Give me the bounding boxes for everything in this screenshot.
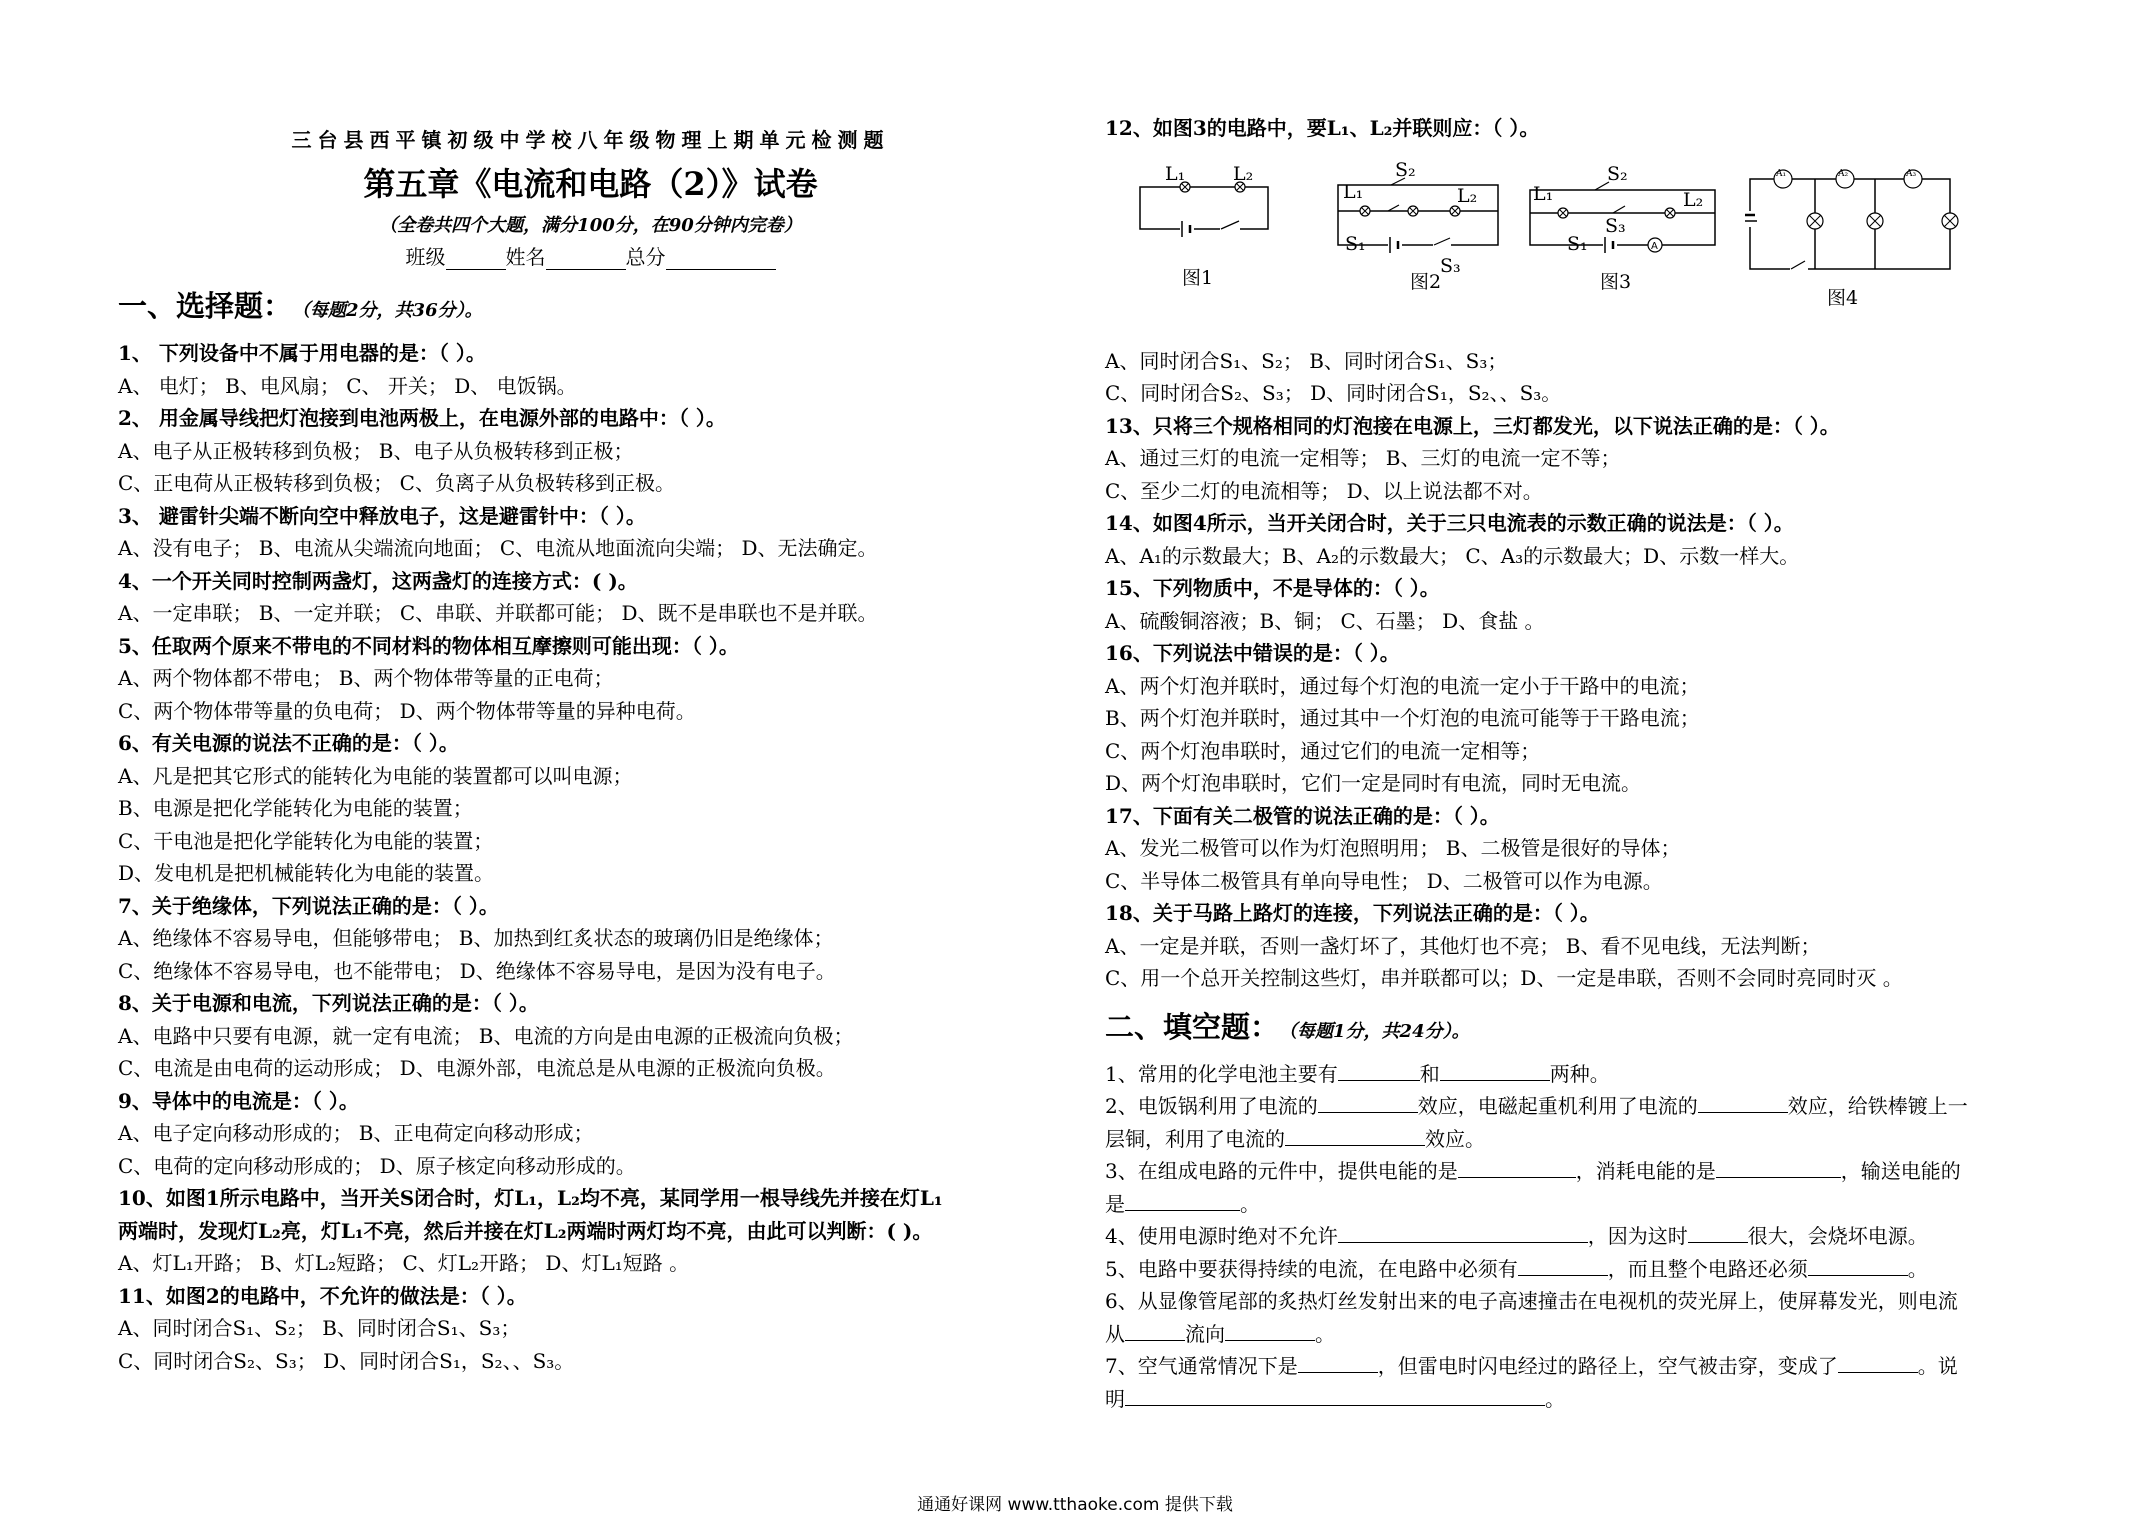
answer-options: A、同时闭合S₁、S₂； B、同时闭合S₁、S₃；: [1105, 348, 1508, 373]
fig3-label-s3: S₃: [1605, 214, 1626, 237]
fig3-label-l1: L₁: [1533, 182, 1554, 205]
fig4-label-a3: A₃: [1906, 168, 1917, 179]
fig2-label-s3: S₃: [1440, 254, 1461, 277]
answer-options: A、硫酸铜溶液；B、铜； C、石墨； D、食盐 。: [1105, 608, 1545, 633]
fig4-label-a2: A₂: [1838, 168, 1849, 179]
answer-blank[interactable]: [1688, 1220, 1748, 1243]
fig2-label-s1: S₁: [1345, 232, 1366, 255]
question-stem: 15、下列物质中，不是导体的：（ ）。: [1105, 576, 1440, 600]
fill-question-3-cont: [1105, 1188, 2055, 1221]
question-stem: 9、导体中的电流是：（ ）。: [118, 1088, 359, 1113]
answer-blank[interactable]: [1125, 1318, 1185, 1341]
fig2-label-s2: S₂: [1395, 158, 1416, 181]
circuit-figures: [1105, 145, 2055, 345]
fill-text: 3、在组成电路的元件中，提供电能的是: [1105, 1159, 1458, 1183]
name-blank[interactable]: [546, 251, 626, 270]
exam-subtitle: （全卷共四个大题，满分100分，在90分钟内完卷）: [379, 215, 802, 236]
answer-options: C、用一个总开关控制这些灯，串并联都可以；D、一定是串联，否则不会同时亮同时灭 。: [1105, 966, 1903, 990]
exam-title: 第五章《电流和电路（2）》试卷: [363, 165, 818, 203]
answer-options: A、灯L₁开路； B、灯L₂短路； C、灯L₂开路； D、灯L₁短路 。: [118, 1251, 690, 1275]
class-blank[interactable]: [446, 251, 506, 270]
fill-text: 7、空气通常情况下是: [1105, 1354, 1298, 1378]
question-stem: 18、关于马路上路灯的连接，下列说法正确的是：（ ）。: [1105, 901, 1600, 925]
answer-options: A、没有电子； B、电流从尖端流向地面； C、电流从地面流向尖端； D、无法确定。: [118, 536, 878, 560]
fill-text: 从: [1105, 1321, 1125, 1346]
answer-options: B、两个灯泡并联时，通过其中一个灯泡的电流可能等于干路电流；: [1105, 706, 1700, 730]
fill-text: 。: [1240, 1191, 1260, 1216]
question-stem: 10、如图1所示电路中，当开关S闭合时，灯L₁，L₂均不亮，某同学用一根导线先并接在灯L₁: [118, 1186, 943, 1210]
answer-blank[interactable]: [1318, 1090, 1418, 1113]
fill-question-7-cont: [1105, 1383, 2055, 1416]
section-fill-note: （每题1分，共24分）。: [1279, 1020, 1470, 1042]
answer-options: A、两个物体都不带电； B、两个物体带等量的正电荷；: [118, 666, 614, 690]
question-stem: 17、下面有关二极管的说法正确的是：（ ）。: [1105, 803, 1500, 828]
fig3-label-s1: S₁: [1567, 232, 1588, 255]
name-label: 姓名: [505, 245, 546, 269]
question-stem: 5、任取两个原来不带电的不同材料的物体相互摩擦则可能出现：（ ）。: [118, 633, 739, 658]
fill-text: ，而且整个电路还必须: [1607, 1256, 1808, 1281]
fill-text: 和: [1419, 1061, 1440, 1086]
answer-options: A、通过三灯的电流一定相等； B、三灯的电流一定不等；: [1105, 446, 1621, 470]
fill-question-5: [1105, 1253, 2055, 1286]
question-stem: 6、有关电源的说法不正确的是：（ ）。: [118, 731, 459, 755]
fill-text: 明: [1105, 1386, 1125, 1411]
fig3-caption: 图3: [1600, 270, 1632, 293]
question-stem: 2、 用金属导线把灯泡接到电池两极上，在电源外部的电路中：（ ）。: [118, 406, 726, 430]
answer-options: A、A₁的示数最大；B、A₂的示数最大； C、A₃的示数最大；D、示数一样大。: [1105, 543, 1800, 568]
fill-in-questions: [1105, 1058, 2055, 1416]
section-fill-heading: [1105, 1005, 2055, 1046]
answer-options: C、至少二灯的电流相等； D、以上说法都不对。: [1105, 478, 1543, 503]
fill-text: 效应，给铁棒镀上一: [1787, 1094, 1968, 1118]
question-stem: 14、如图4所示，当开关闭合时，关于三只电流表的示数正确的说法是：（ ）。: [1105, 511, 1794, 535]
figure-1-circuit: [1135, 162, 1275, 255]
fig2-label-l1: L₁: [1343, 180, 1364, 203]
question-stem: 4、一个开关同时控制两盏灯，这两盏灯的连接方式：( )。: [118, 568, 638, 593]
answer-options: A、两个灯泡并联时，通过每个灯泡的电流一定小于干路中的电流；: [1105, 673, 1700, 698]
fill-question-2: [1105, 1090, 2055, 1123]
student-info-line: [118, 241, 1063, 270]
fill-text: 4、使用电源时绝对不允许: [1105, 1224, 1338, 1248]
fill-text: ，消耗电能的是: [1575, 1159, 1716, 1183]
answer-blank[interactable]: [1125, 1188, 1240, 1211]
fill-question-6-cont: [1105, 1318, 2055, 1351]
question-stem: 8、关于电源和电流，下列说法正确的是：（ ）。: [118, 991, 539, 1015]
fill-text: 效应。: [1425, 1126, 1485, 1151]
fill-text: 流向: [1185, 1321, 1225, 1346]
fig3-label-s2: S₂: [1607, 162, 1628, 185]
answer-options: C、干电池是把化学能转化为电能的装置；: [118, 828, 494, 853]
fill-text: ，因为这时: [1587, 1224, 1688, 1248]
fill-text: ，输送电能的: [1840, 1159, 1961, 1183]
school-name: 三台县西平镇初级中学校八年级物理上期单元检测题: [291, 128, 890, 152]
answer-options: C、电流是由电荷的运动形成； D、电源外部，电流总是从电源的正极流向负极。: [118, 1056, 836, 1080]
question-stem: 11、如图2的电路中，不允许的做法是：（ ）。: [118, 1283, 527, 1308]
section-choice-title: 一、选择题：: [118, 289, 293, 323]
footer-source: 通通好课网 www.tthaoke.com 提供下载: [917, 1495, 1233, 1515]
answer-blank[interactable]: [1298, 1350, 1378, 1373]
fig2-caption: 图2: [1410, 270, 1442, 293]
answer-blank[interactable]: [1838, 1350, 1918, 1373]
answer-options: A、电路中只要有电源，就一定有电流； B、电流的方向是由电源的正极流向负极；: [118, 1023, 854, 1048]
question-stem: 7、关于绝缘体，下列说法正确的是：（ ）。: [118, 893, 499, 918]
class-label: 班级: [405, 245, 446, 269]
answer-options: C、正电荷从正极转移到负极； C、负离子从负极转移到正极。: [118, 471, 675, 495]
answer-blank[interactable]: [1125, 1383, 1545, 1406]
fill-text: 1、常用的化学电池主要有: [1105, 1061, 1338, 1086]
answer-options: A、绝缘体不容易导电，但能够带电； B、加热到红炙状态的玻璃仍旧是绝缘体；: [118, 926, 834, 950]
fig2-label-l2: L₂: [1457, 184, 1478, 207]
section-choice-heading: [118, 284, 1063, 325]
answer-options: A、同时闭合S₁、S₂； B、同时闭合S₁、S₃；: [118, 1316, 521, 1340]
fill-text: 很大，会烧坏电源。: [1747, 1224, 1928, 1248]
svg-text:A: A: [1651, 240, 1658, 252]
answer-options: A、 电灯； B、电风扇； C、 开关； D、 电饭锅。: [118, 373, 577, 398]
fill-text: 。: [1545, 1386, 1565, 1411]
answer-options: B、电源是把化学能转化为电能的装置；: [118, 796, 473, 820]
fill-text: 层铜，利用了电流的: [1105, 1126, 1285, 1151]
choice-questions-left: [118, 337, 1063, 1377]
answer-blank[interactable]: [1338, 1220, 1588, 1243]
fill-text: 。说: [1917, 1354, 1958, 1378]
choice-questions-right: [1105, 345, 2055, 995]
fill-question-7: [1105, 1350, 2055, 1383]
score-label: 总分: [625, 245, 666, 269]
answer-options: A、一定串联； B、一定并联； C、串联、并联都可能； D、既不是串联也不是并联。: [118, 601, 878, 625]
fig4-caption: 图4: [1827, 286, 1859, 309]
fill-text: 6、从显像管尾部的炙热灯丝发射出来的电子高速撞击在电视机的荧光屏上，使屏幕发光，则电流: [1105, 1289, 1958, 1313]
answer-options: C、同时闭合S₂、S₃； D、同时闭合S₁，S₂、、S₃。: [1105, 381, 1562, 405]
fill-text: 2、电饭锅利用了电流的: [1105, 1094, 1318, 1118]
question-12: 12、如图3的电路中，要L₁、L₂并联则应：（ ）。: [1105, 116, 1540, 140]
section-choice-note: （每题2分，共36分）。: [292, 300, 483, 321]
fill-question-1: [1105, 1058, 2055, 1091]
fill-text: ，但雷电时闪电经过的路径上，空气被击穿，变成了: [1377, 1354, 1838, 1378]
fill-question-4: [1105, 1220, 2055, 1253]
answer-options: A、电子从正极转移到负极； B、电子从负极转移到正极；: [118, 438, 634, 463]
score-blank[interactable]: [666, 251, 776, 270]
answer-blank[interactable]: [1698, 1090, 1788, 1113]
answer-blank[interactable]: [1458, 1155, 1576, 1178]
fill-text: 5、电路中要获得持续的电流，在电路中必须有: [1105, 1256, 1518, 1281]
fill-text: 。: [1907, 1256, 1928, 1281]
answer-options: C、半导体二极管具有单向导电性； D、二极管可以作为电源。: [1105, 868, 1663, 893]
answer-options: C、两个灯泡串联时，通过它们的电流一定相等；: [1105, 738, 1541, 763]
section-fill-title: 二、填空题：: [1105, 1009, 1280, 1044]
fig1-label-l1: L₁: [1165, 162, 1186, 185]
question-stem: 3、 避雷针尖端不断向空中释放电子，这是避雷针中：（ ）。: [118, 503, 646, 528]
answer-blank[interactable]: [1716, 1155, 1841, 1178]
answer-options: A、发光二极管可以作为灯泡照明用； B、二极管是很好的导体；: [1105, 836, 1681, 860]
answer-blank[interactable]: [1518, 1253, 1608, 1276]
fill-text: 是: [1105, 1191, 1125, 1216]
answer-options: D、发电机是把机械能转化为电能的装置。: [118, 861, 495, 885]
question-stem: 16、下列说法中错误的是：（ ）。: [1105, 641, 1400, 665]
answer-options: A、一定是并联，否则一盏灯坏了，其他灯也不亮； B、看不见电线，无法判断；: [1105, 933, 1821, 958]
question-stem: 13、只将三个规格相同的灯泡接在电源上，三灯都发光，以下说法正确的是：（ ）。: [1105, 413, 1840, 438]
answer-options: A、凡是把其它形式的能转化为电能的装置都可以叫电源；: [118, 763, 633, 788]
fig1-caption: 图1: [1182, 266, 1214, 289]
answer-options: A、电子定向移动形成的； B、正电荷定向移动形成；: [118, 1121, 594, 1145]
right-column: [1105, 118, 2055, 1415]
answer-options: D、两个灯泡串联时，它们一定是同时有电流，同时无电流。: [1105, 771, 1642, 795]
fill-text: 。: [1315, 1321, 1335, 1346]
question-stem: 两端时，发现灯L₂亮，灯L₁不亮，然后并接在灯L₂两端时两灯均不亮，由此可以判断：( )。: [118, 1218, 933, 1243]
answer-blank[interactable]: [1338, 1058, 1420, 1081]
answer-options: C、绝缘体不容易导电，也不能带电； D、绝缘体不容易导电，是因为没有电子。: [118, 958, 836, 983]
answer-options: C、同时闭合S₂、S₃； D、同时闭合S₁，S₂、、S₃。: [118, 1348, 575, 1373]
fill-question-3: [1105, 1155, 2055, 1188]
answer-options: C、两个物体带等量的负电荷； D、两个物体带等量的异种电荷。: [118, 698, 696, 723]
fig3-label-l2: L₂: [1683, 188, 1704, 211]
answer-blank[interactable]: [1225, 1318, 1315, 1341]
fig1-label-l2: L₂: [1233, 162, 1254, 185]
fill-text: 两种。: [1549, 1061, 1610, 1086]
answer-blank[interactable]: [1808, 1253, 1908, 1276]
answer-options: C、电荷的定向移动形成的； D、原子核定向移动形成的。: [118, 1153, 636, 1178]
fig4-label-a1: A₁: [1776, 168, 1787, 179]
left-column: [118, 118, 1063, 1377]
question-stem: 1、 下列设备中不属于用电器的是：（ ）。: [118, 341, 486, 365]
answer-blank[interactable]: [1440, 1058, 1550, 1081]
fill-text: 效应，电磁起重机利用了电流的: [1417, 1094, 1698, 1118]
answer-blank[interactable]: [1285, 1123, 1425, 1146]
fill-question-2-cont: [1105, 1123, 2055, 1156]
fill-question-6: [1105, 1285, 2055, 1318]
